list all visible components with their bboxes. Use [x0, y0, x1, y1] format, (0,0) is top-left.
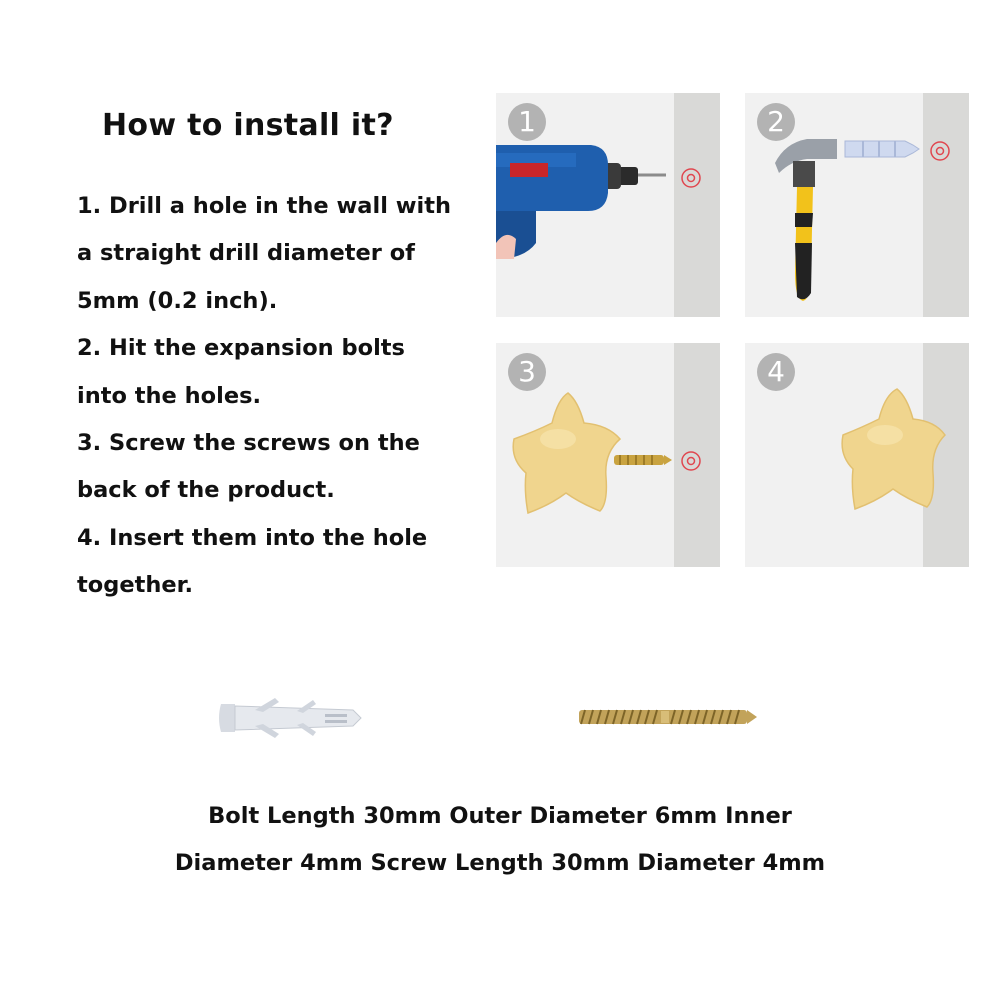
instruction-line: 2. Hit the expansion bolts — [77, 335, 405, 362]
step-number-badge: 4 — [757, 353, 795, 391]
instruction-line: into the holes. — [77, 382, 262, 409]
step-number-badge: 2 — [757, 103, 795, 141]
instruction-list — [77, 183, 477, 610]
instruction-line: together. — [77, 572, 194, 599]
page-title: How to install it? — [102, 108, 394, 143]
specs-line: Diameter 4mm Screw Length 30mm Diameter 4mm — [174, 850, 826, 876]
step-number-badge: 1 — [508, 103, 546, 141]
hardware-specs — [100, 793, 900, 887]
instruction-line: 4. Insert them into the hole — [77, 524, 428, 551]
instruction-line: 3. Screw the screws on the — [77, 430, 420, 457]
step-number-badge: 3 — [508, 353, 546, 391]
step-panel-2 — [745, 93, 969, 317]
step-panel-4 — [745, 343, 969, 567]
step-panel-1 — [496, 93, 720, 317]
expansion-bolt-icon — [215, 692, 365, 744]
instruction-line: 1. Drill a hole in the wall with — [77, 193, 452, 219]
instruction-line: a straight drill diameter of — [77, 240, 415, 267]
specs-line: Bolt Length 30mm Outer Diameter 6mm Inner — [208, 803, 792, 829]
step-panel-3 — [496, 343, 720, 567]
instruction-line: back of the product. — [77, 477, 335, 504]
hanger-screw-icon — [575, 700, 760, 734]
instruction-line: 5mm (0.2 inch). — [77, 287, 278, 314]
